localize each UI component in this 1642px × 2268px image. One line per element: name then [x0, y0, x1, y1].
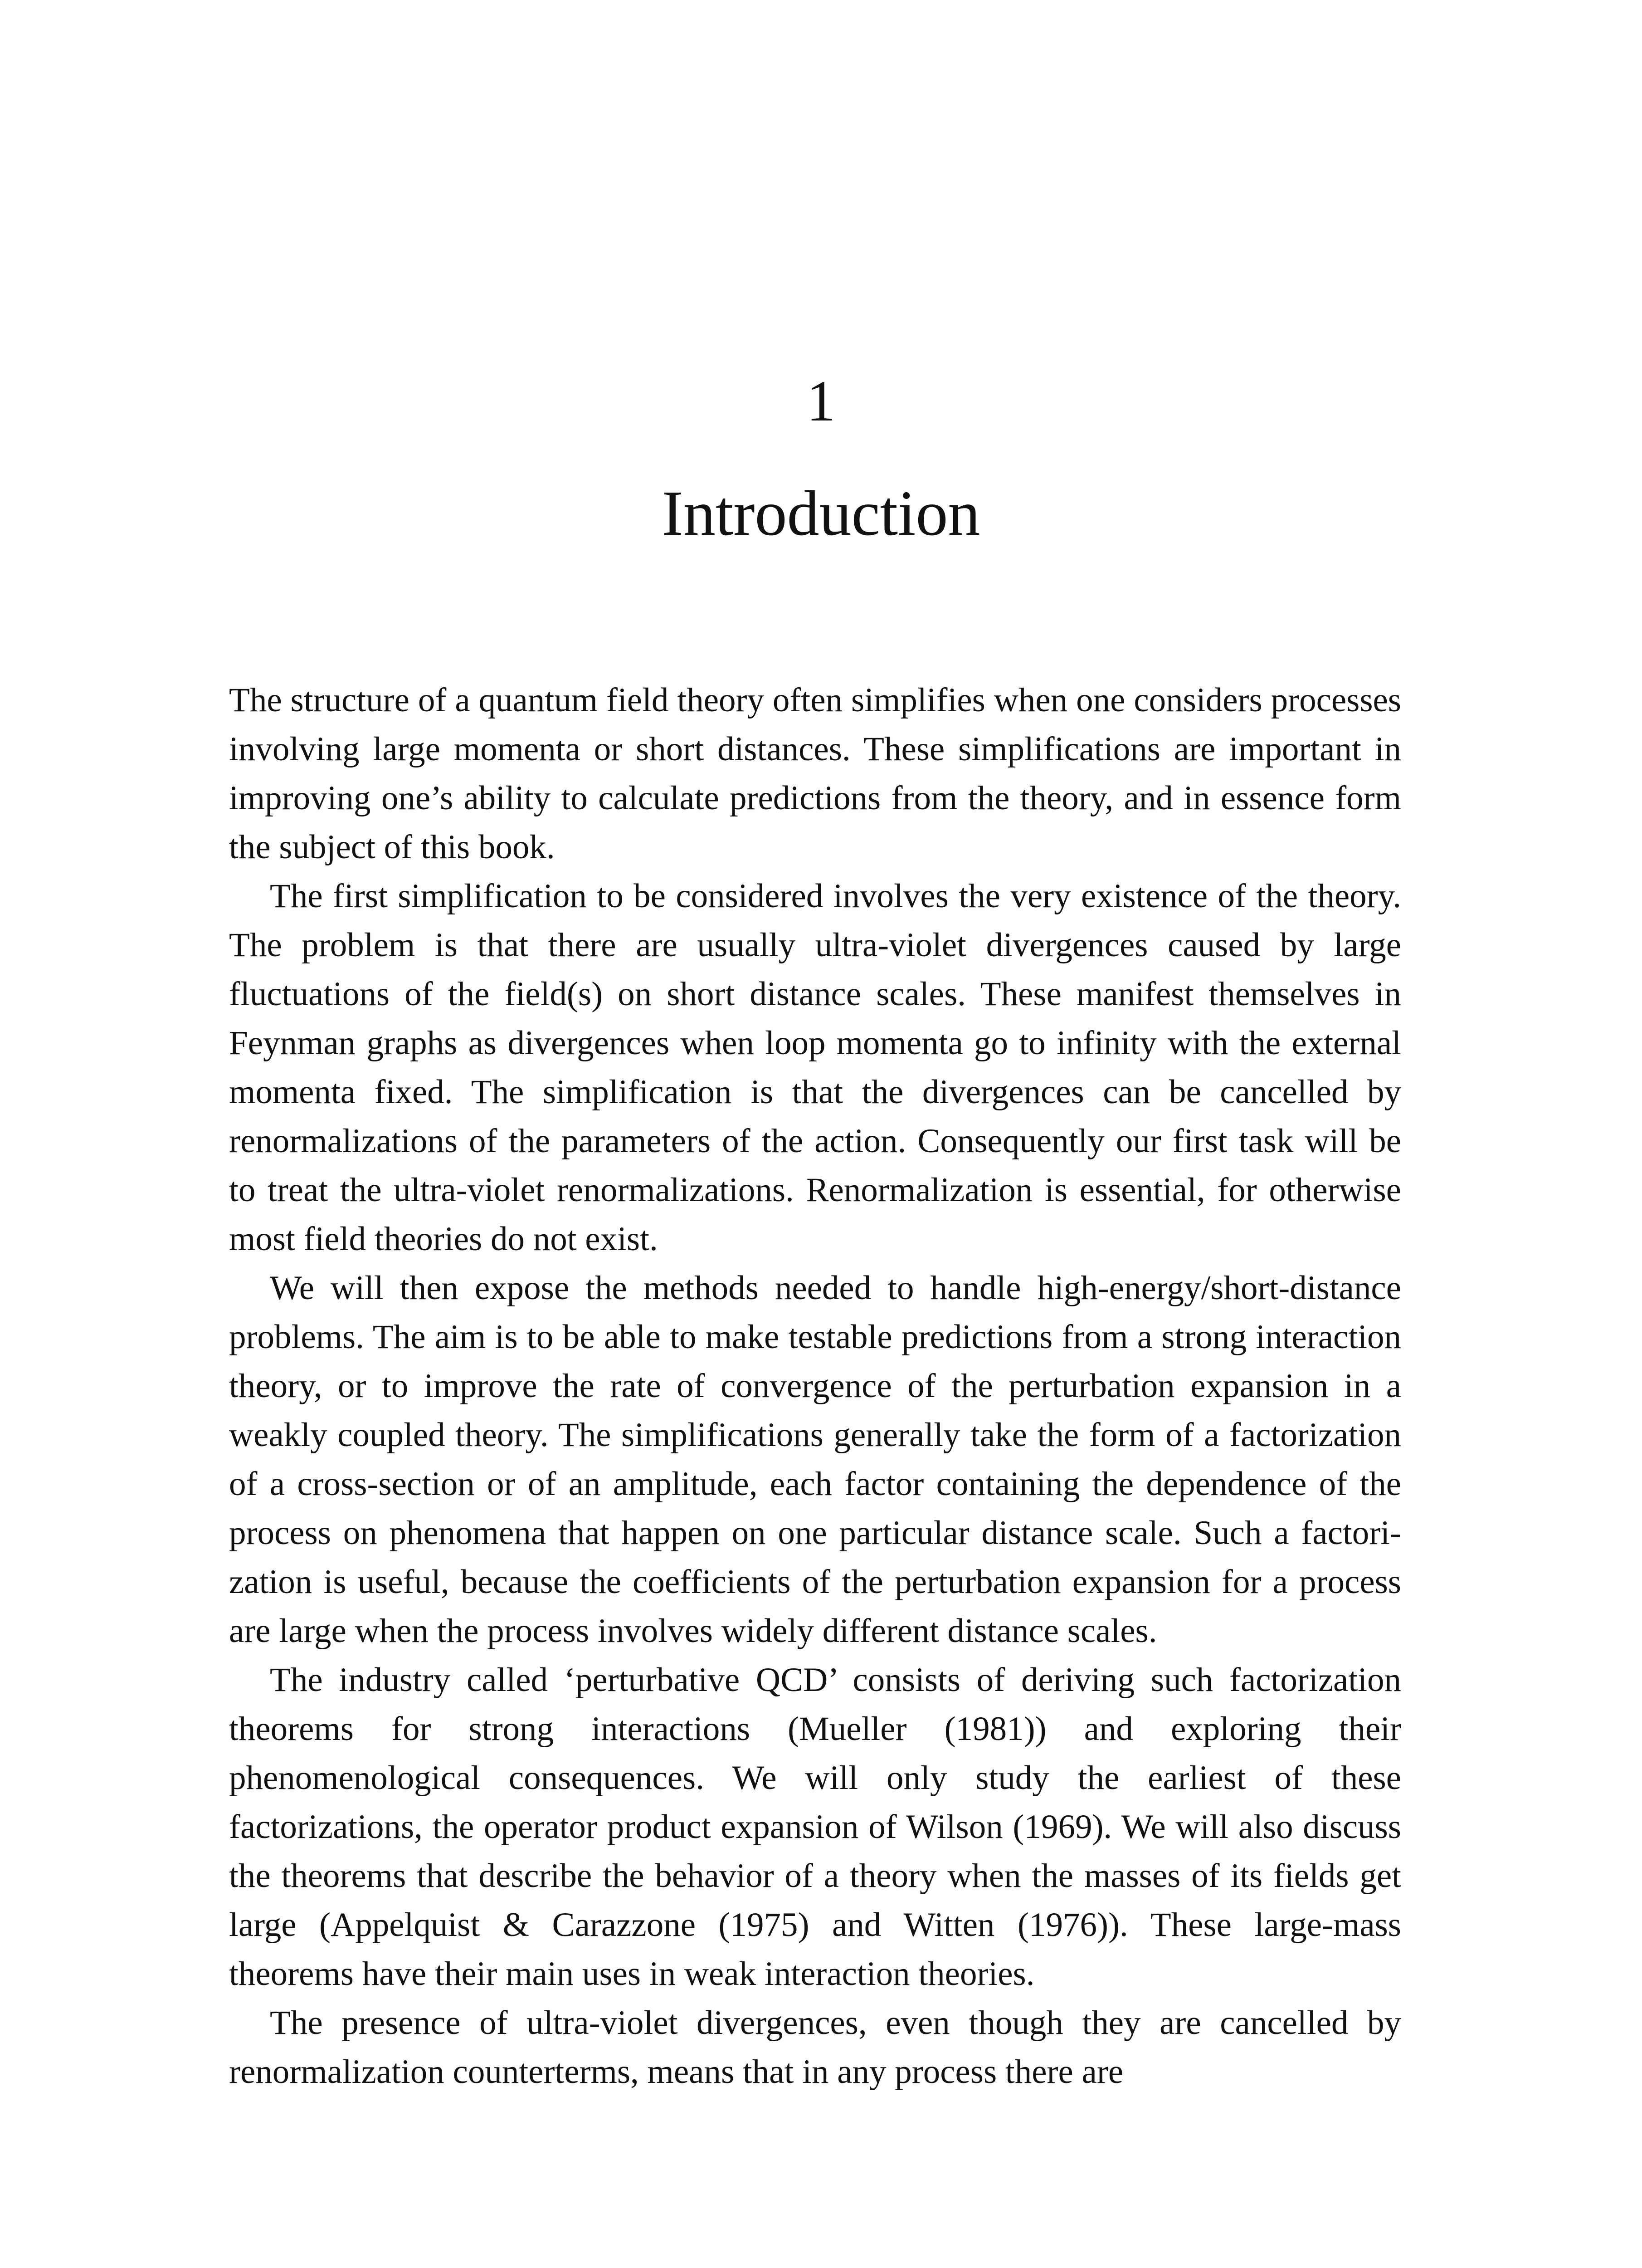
chapter-number: 1 — [806, 369, 836, 433]
paragraph-4: The industry called ‘perturbative QCD’ consists of deriving such factorization theorems for strong interactions (Mueller (1981)) and exploring their phenomenological consequences. We will only study the earliest of these factorizations, the operator product expansion of Wilson (1969). We will also discuss the theorems that describe the behavior of a theory when the masses of its fields get large (Appelquist & Carazzone (1975) and Witten (1976)). These large-mass theorems have their main uses in weak interaction theories. — [229, 1661, 1401, 1993]
paragraph-2: The first simplification to be considered involves the very existence of the theory. The problem is that there are usually ultra-violet divergences caused by large fluctuations of the field(s) on short distance scales. These manifest themselves in Feynman graphs as divergences when loop momenta go to infinity with the external momenta fixed. The simplification is that the divergences can be cancelled by renormalizations of the parameters of the action. Consequently our first task will be to treat the ultra-violet renormalizations. Renormalization is essential, for otherwise most field theories do not exist. — [229, 877, 1401, 1258]
paragraph-5: The presence of ultra-violet divergences, even though they are cancelled by renormalization counterterms, means that in any process there are — [229, 2004, 1401, 2091]
paragraph-1: The structure of a quantum field theory often simplifies when one considers processes involving large momenta or short distances. These simplifications are important in improving one’s ability to calculate predictions from the theory, and in essence form the subject of this book. — [229, 681, 1401, 866]
chapter-title: Introduction — [662, 477, 980, 549]
paragraph-3: We will then expose the methods needed to handle high-energy/short-distance problems. The aim is to be able to make testable predictions from a strong interaction theory, or to improve the rate of convergence of the perturbation expansion in a weakly coupled theory. The simplifications generally take the form of a factorization of a cross-section or of an amplitude, each factor containing the dependence of the process on phenomena that happen on one particular distance scale. Such a factorization is useful, because the coefficients of the perturbation expansion for a process are large when the process involves widely different distance scales. — [229, 1269, 1401, 1650]
body-text — [229, 676, 1401, 2097]
